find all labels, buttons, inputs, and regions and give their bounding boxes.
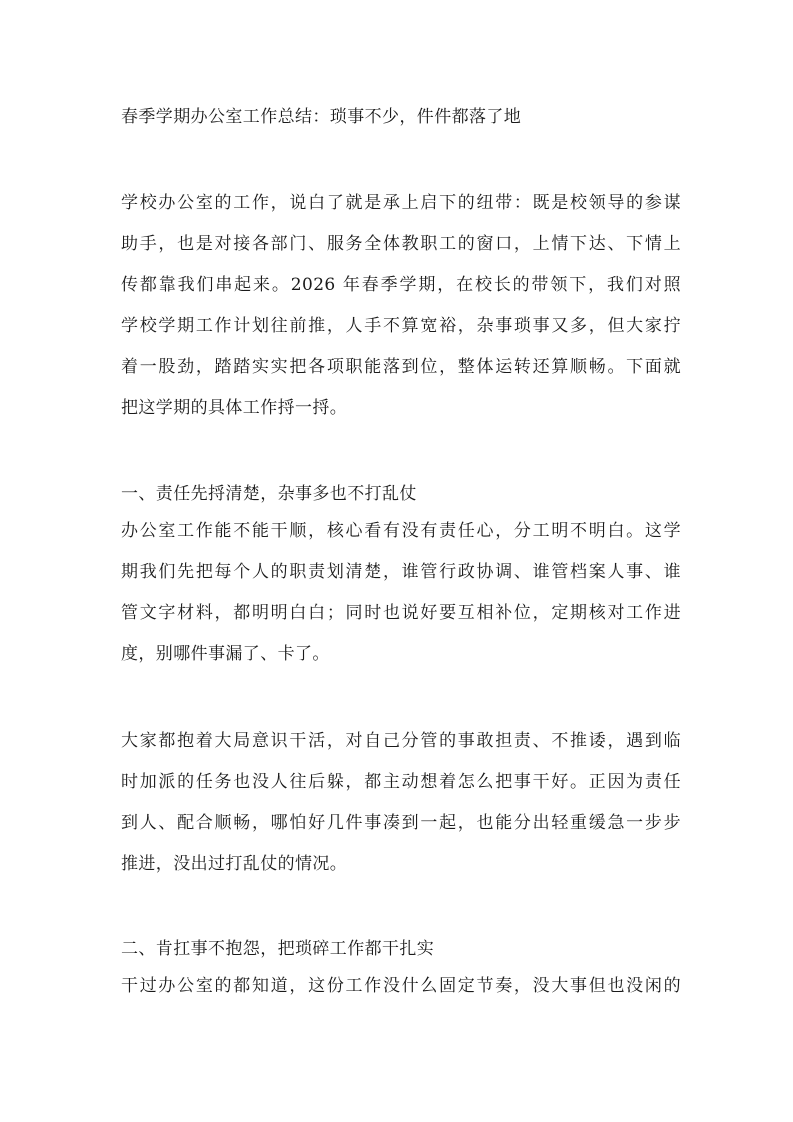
intro-line: 学校办公室的工作，说白了就是承上启下的纽带：既是校领导的参谋 (121, 193, 681, 213)
paragraph-line: 推进，没出过打乱仗的情况。 (121, 854, 348, 874)
paragraph-line: 度，别哪件事漏了、卡了。 (121, 644, 330, 664)
document-title: 春季学期办公室工作总结：琐事不少，件件都落了地 (121, 107, 522, 127)
paragraph-line: 到人、配合顺畅，哪怕好几件事凑到一起，也能分出轻重缓急一步步 (121, 813, 681, 833)
intro-line: 着一股劲，踏踏实实把各项职能落到位，整体运转还算顺畅。下面就 (121, 357, 681, 377)
paragraph-line: 时加派的任务也没人往后躲，都主动想着怎么把事干好。正因为责任 (121, 772, 681, 792)
intro-line: 助手，也是对接各部门、服务全体教职工的窗口，上情下达、下情上 (121, 234, 681, 254)
intro-line: 把这学期的具体工作捋一捋。 (121, 398, 348, 418)
intro-line: 学校学期工作计划往前推，人手不算宽裕，杂事琐事又多，但大家拧 (121, 316, 681, 336)
section-heading: 二、肯扛事不抱怨，把琐碎工作都干扎实 (121, 939, 435, 959)
paragraph-line: 干过办公室的都知道，这份工作没什么固定节奏，没大事但也没闲的 (121, 976, 681, 996)
paragraph-line: 管文字材料，都明明白白；同时也说好要互相补位，定期核对工作进 (121, 603, 681, 623)
paragraph-line: 大家都抱着大局意识干活，对自己分管的事敢担责、不推诿，遇到临 (121, 731, 681, 751)
section-heading: 一、责任先捋清楚，杂事多也不打乱仗 (121, 484, 417, 504)
paragraph-line: 期我们先把每个人的职责划清楚，谁管行政协调、谁管档案人事、谁 (121, 562, 681, 582)
intro-line: 传都靠我们串起来。2026 年春季学期，在校长的带领下，我们对照 (121, 275, 681, 295)
paragraph-line: 办公室工作能不能干顺，核心看有没有责任心，分工明不明白。这学 (121, 521, 681, 541)
